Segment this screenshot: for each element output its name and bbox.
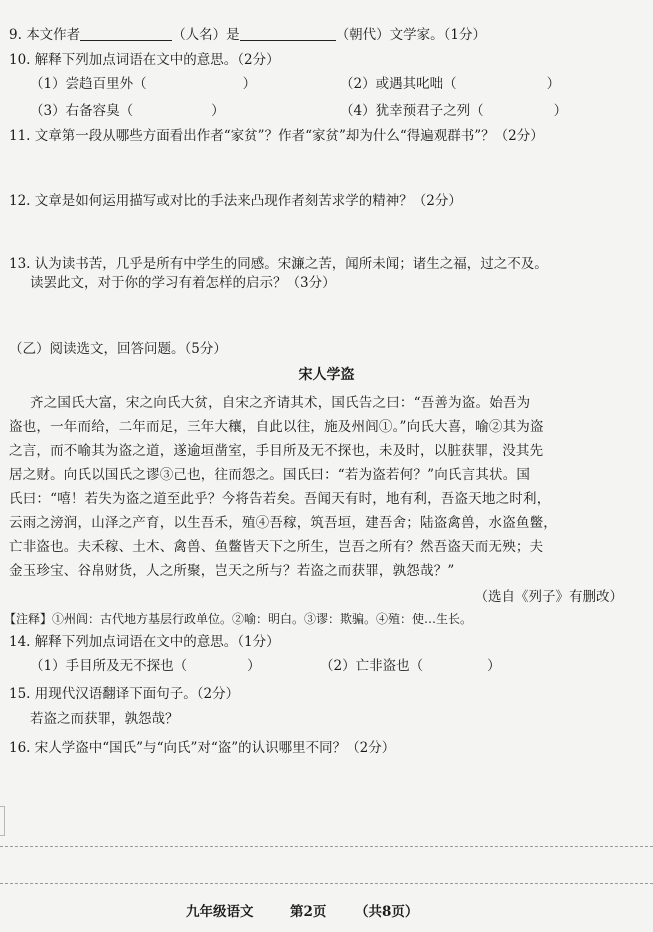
passage-line-4: 居之财。向氏以国氏之谬③己也，往而怨之。国氏曰：“若为盗若何？”向氏言其状。国 <box>9 467 531 483</box>
passage-line-3: 之言，而不喻其为盗之道，遂逾垣凿室，手目所及无不探也，未及时，以脏获罪，没其先 <box>9 443 544 459</box>
question-13-line-2: 读罢此文，对于你的学习有着怎样的启示？（3分） <box>30 275 336 291</box>
scan-edge-mark <box>0 806 5 836</box>
q14-item-2-label: （2）亡非盗也（ <box>320 658 424 674</box>
q9-text-b: （人名）是 <box>172 27 240 43</box>
q15-sentence: 若盗之而获罪，孰怨哉？ <box>30 711 179 727</box>
author-name-blank[interactable] <box>80 26 172 41</box>
q10-item-4 <box>340 102 567 120</box>
q9-text-c: （朝代）文学家。（1分） <box>335 27 487 43</box>
footer-subject: 九年级语文 <box>186 904 254 920</box>
question-11: 11. 文章第一段从哪些方面看出作者“家贫”？作者“家贫”却为什么“得遍观群书”？（2分） <box>9 128 544 144</box>
question-15-stem: 15. 用现代汉语翻译下面句子。（2分） <box>9 686 240 702</box>
question-9 <box>9 26 486 44</box>
q10-item-3-close: ） <box>211 103 225 119</box>
q14-item-1 <box>30 657 261 675</box>
question-14-stem: 14. 解释下列加点词语在文中的意思。（1分） <box>9 634 280 650</box>
passage-line-7: 亡非盗也。夫禾稼、土木、禽兽、鱼鳖皆天下之所生，岂吾之所有？然吾盗天而无殃；夫 <box>9 539 544 555</box>
q14-item-1-close: ） <box>247 658 261 674</box>
q10-item-2-close: ） <box>546 76 561 92</box>
q10-item-4-label: （4）犹幸预君子之列（ <box>340 103 484 119</box>
dashed-divider-bottom <box>0 883 653 884</box>
q14-item-1-label: （1）手目所及无不探也（ <box>30 658 188 674</box>
question-16: 16. 宋人学盗中“国氏”与“向氏”对“盗”的认识哪里不同？（2分） <box>9 740 396 756</box>
dashed-divider-top <box>0 846 653 847</box>
passage-source: （选自《列子》有删改） <box>474 589 623 605</box>
footer-page: 第2页 <box>290 904 327 920</box>
q10-item-1 <box>30 75 256 93</box>
q10-item-3 <box>30 102 225 120</box>
q10-item-3-label: （3）右备容臭（ <box>30 103 134 119</box>
q9-number: 9. <box>9 27 22 43</box>
q10-item-2-label: （2）或遇其叱咄（ <box>340 76 457 92</box>
passage-title: 宋人学盗 <box>298 367 355 383</box>
q9-text-a: 本文作者 <box>26 27 81 43</box>
passage-line-6: 云雨之滂润，山泽之产育，以生吾禾，殖④吾稼，筑吾垣，建吾舍；陆盗禽兽，水盗鱼鳖， <box>9 515 557 531</box>
q10-item-1-label: （1）尝趋百里外（ <box>30 76 147 92</box>
q10-item-4-close: ） <box>553 103 568 119</box>
q10-item-2 <box>340 75 560 93</box>
footer-total: （共8页） <box>355 904 419 920</box>
section-b-heading: （乙）阅读选文，回答问题。（5分） <box>9 341 227 357</box>
passage-line-8: 金玉珍宝、谷帛财货，人之所聚，岂天之所与？若盗之而获罪，孰怨哉？” <box>9 563 455 579</box>
q14-item-2 <box>320 657 501 675</box>
passage-line-2: 盗也，一年而给，二年而足，三年大穰，自此以往，施及州闾①。”向氏大喜，喻②其为盗 <box>9 419 544 435</box>
passage-line-1: 齐之国氏大富，宋之向氏大贫，自宋之齐请其术，国氏告之曰：“吾善为盗。始吾为 <box>30 395 531 411</box>
q14-item-2-close: ） <box>487 658 501 674</box>
passage-line-5: 氏曰：“嘻！若失为盗之道至此乎？今将告若矣。吾闻天有时，地有利，吾盗天地之时利， <box>9 491 551 507</box>
question-12: 12. 文章是如何运用描写或对比的手法来凸现作者刻苦求学的精神？（2分） <box>9 193 462 209</box>
q10-item-1-close: ） <box>242 76 257 92</box>
question-13-line-1: 13. 认为读书苦，几乎是所有中学生的同感。宋濂之苦，闻所未闻；诸生之福，过之不及。 <box>9 256 548 272</box>
dynasty-blank[interactable] <box>240 26 336 41</box>
question-10-stem: 10. 解释下列加点词语在文中的意思。（2分） <box>9 52 280 68</box>
annotations: 【注释】①州闾：古代地方基层行政单位。②喻：明白。③谬：欺骗。④殖：使…生长。 <box>4 612 473 626</box>
